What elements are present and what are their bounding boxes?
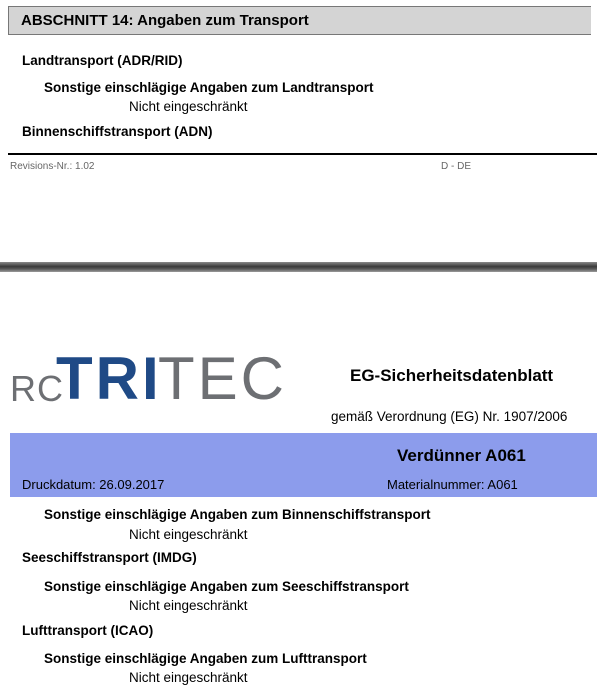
inland-transport-value: Nicht eingeschränkt [129,527,248,542]
sea-transport-subheading: Sonstige einschlägige Angaben zum Seeschiffstransport [44,579,409,594]
air-transport-subheading: Sonstige einschlägige Angaben zum Lufttransport [44,651,367,666]
inland-transport-heading: Binnenschiffstransport (ADN) [22,124,213,139]
sea-transport-value: Nicht eingeschränkt [129,598,248,613]
inland-transport-subheading: Sonstige einschlägige Angaben zum Binnenschiffstransport [44,507,431,522]
regulation-reference: gemäß Verordnung (EG) Nr. 1907/2006 [331,409,568,424]
land-transport-subheading: Sonstige einschlägige Angaben zum Landtransport [44,80,374,95]
revision-number: Revisions-Nr.: 1.02 [10,161,95,172]
air-transport-heading: Lufttransport (ICAO) [22,623,154,638]
print-date: Druckdatum: 26.09.2017 [22,477,165,492]
logo-tec: TEC [158,345,287,412]
sea-transport-heading: Seeschiffstransport (IMDG) [22,550,197,565]
land-transport-value: Nicht eingeschränkt [129,99,248,114]
logo-rc: RC [10,368,64,409]
material-number: Materialnummer: A061 [387,477,518,492]
section-14-title: ABSCHNITT 14: Angaben zum Transport [8,6,591,35]
country-code: D - DE [441,161,471,172]
logo-tri: TRI [56,345,162,412]
page-separator [0,262,597,272]
footer-rule [8,153,597,155]
land-transport-heading: Landtransport (ADR/RID) [22,53,183,68]
document-title: EG-Sicherheitsdatenblatt [350,366,554,385]
product-name: Verdünner A061 [397,446,526,465]
air-transport-value: Nicht eingeschränkt [129,670,248,685]
